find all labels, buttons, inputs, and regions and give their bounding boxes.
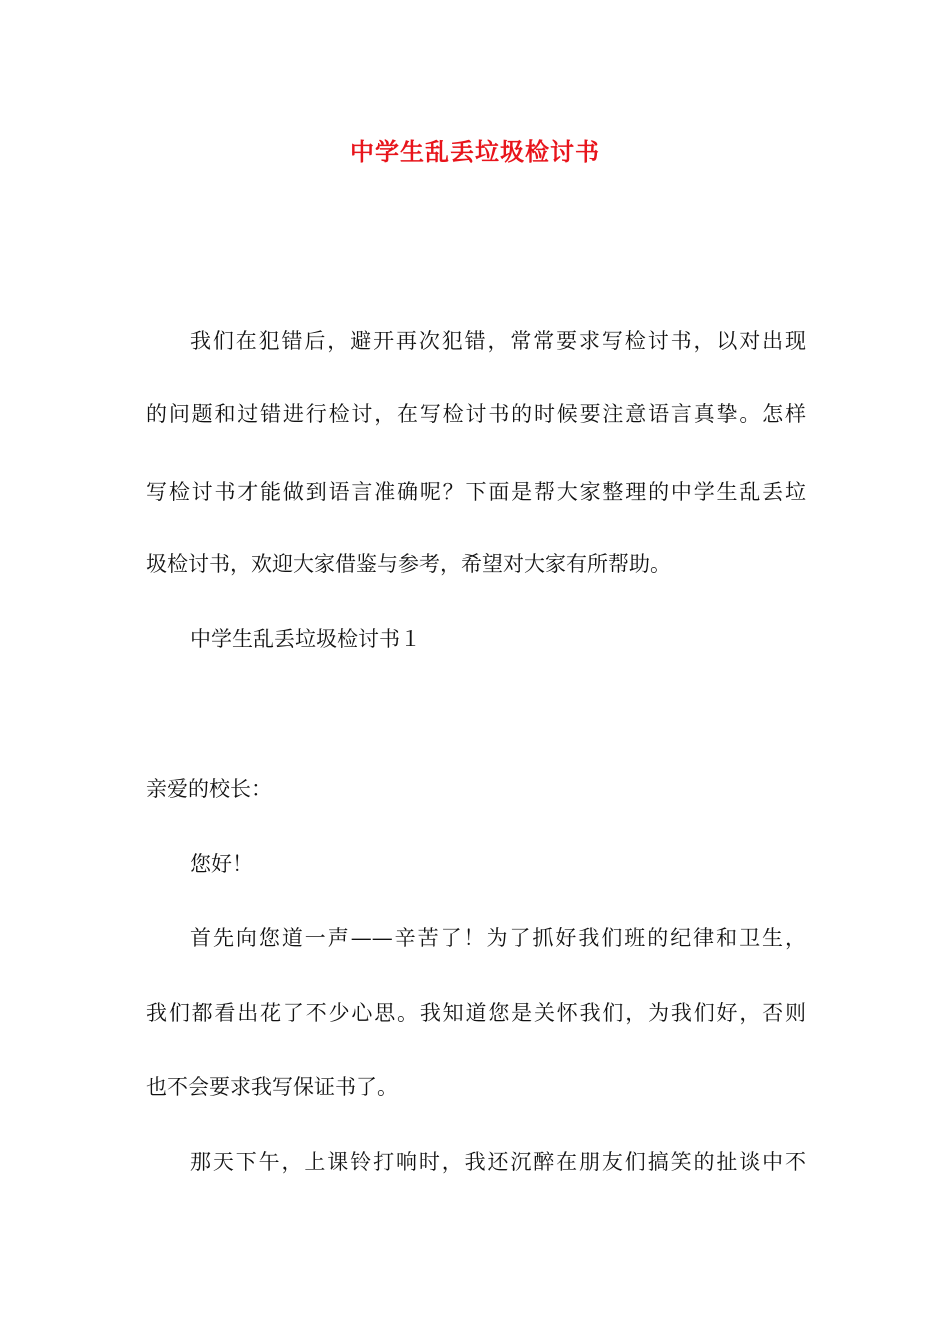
salutation: 亲爱的校长：	[146, 777, 272, 801]
paragraph-line: 写检讨书才能做到语言准确呢？下面是帮大家整理的中学生乱丢垃	[146, 480, 806, 504]
paragraph-line: 我们在犯错后，避开再次犯错，常常要求写检讨书，以对出现	[190, 329, 806, 353]
paragraph-line: 的问题和过错进行检讨，在写检讨书的时候要注意语言真挚。怎样	[146, 402, 806, 426]
greeting: 您好！	[190, 852, 253, 876]
paragraph-line: 也不会要求我写保证书了。	[146, 1075, 398, 1099]
section-heading: 中学生乱丢垃圾检讨书１	[190, 627, 421, 651]
paragraph-line: 圾检讨书，欢迎大家借鉴与参考，希望对大家有所帮助。	[146, 552, 671, 576]
paragraph-line: 我们都看出花了不少心思。我知道您是关怀我们，为我们好，否则	[146, 1001, 806, 1025]
document-title: 中学生乱丢垃圾检讨书	[350, 137, 600, 166]
paragraph-line: 那天下午，上课铃打响时，我还沉醉在朋友们搞笑的扯谈中不	[190, 1150, 806, 1174]
paragraph-line: 首先向您道一声——辛苦了！为了抓好我们班的纪律和卫生，	[190, 926, 806, 950]
